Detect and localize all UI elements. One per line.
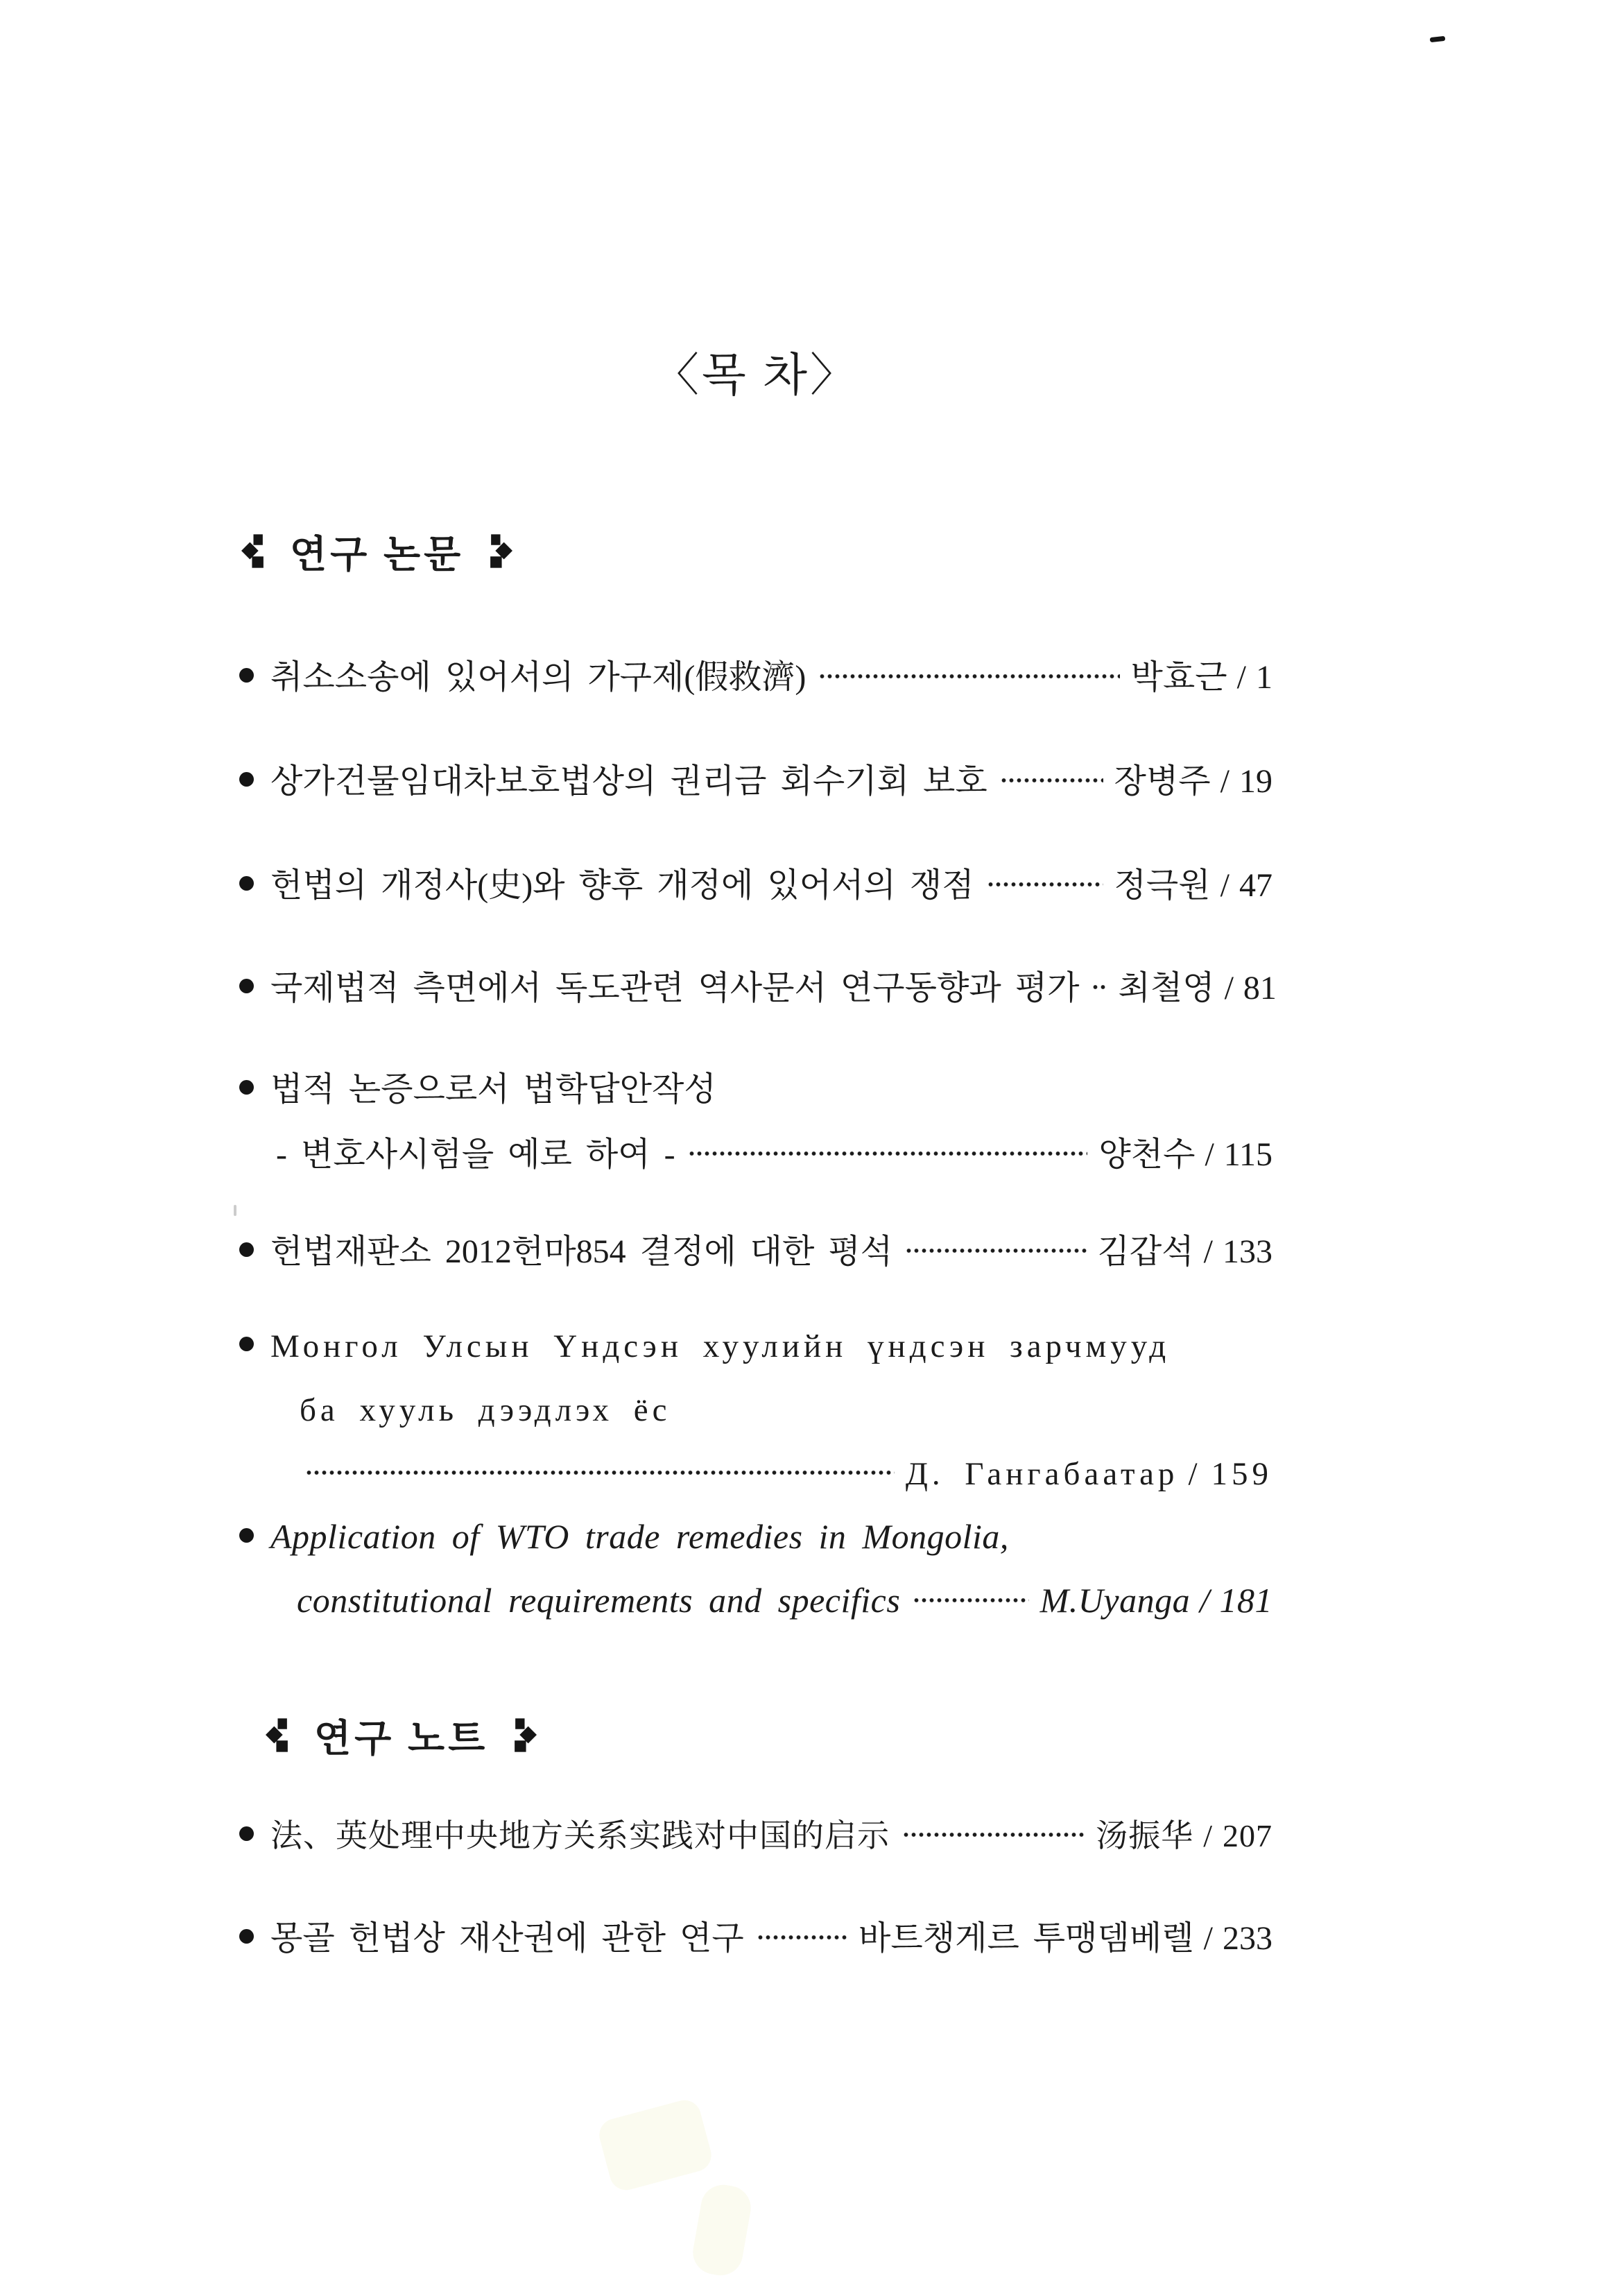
bullet-icon (239, 1528, 254, 1543)
entry-author: M.Uyanga (1039, 1581, 1191, 1620)
entry-title: 法、英处理中央地方关系实践对中国的启示 (270, 1818, 890, 1853)
toc-entry (239, 1515, 1272, 1558)
page-showthrough-mark (689, 2182, 754, 2279)
toc-entry (239, 760, 1272, 803)
toc-entry (239, 1815, 1272, 1858)
bullet-icon (239, 772, 254, 787)
entry-author: 장병주 (1114, 763, 1211, 800)
entry-separator: / (1200, 1581, 1210, 1620)
dot-leader (905, 1239, 1086, 1262)
entry-separator: / (1188, 1456, 1202, 1492)
dot-leader (1000, 769, 1103, 792)
entry-separator: / (1220, 867, 1230, 904)
bullet-icon (239, 668, 254, 683)
entry-title: 헌법재판소 2012헌마854 결정에 대한 평석 (270, 1233, 893, 1270)
dot-leader (987, 873, 1103, 896)
entry-title: Application of WTO trade remedies in Mongolia, (270, 1517, 1009, 1556)
dot-leader (913, 1588, 1028, 1612)
entry-page-number: 81 (1243, 970, 1277, 1006)
entry-separator: / (1203, 1233, 1213, 1270)
page-showthrough-mark (596, 2096, 715, 2193)
entry-page-number: 159 (1211, 1456, 1272, 1492)
bullet-icon (239, 876, 254, 891)
entry-title: 취소소송에 있어서의 가구제(假救濟) (270, 659, 806, 696)
entry-title: 국제법적 측면에서 독도관련 역사문서 연구동향과 평가 (270, 970, 1080, 1006)
corner-dash-mark (1430, 36, 1446, 42)
entry-author: 김갑석 (1097, 1233, 1194, 1270)
toc-entry (239, 656, 1272, 699)
entry-title: Монгол Улсын Үндсэн хуулийн үндсэн зарчмууд (270, 1328, 1171, 1364)
dot-leader (305, 1461, 895, 1484)
section-header-research-notes (266, 1708, 537, 1763)
toc-entry-continuation (304, 1453, 1272, 1496)
section-ornament-left-icon (266, 1717, 291, 1754)
bullet-icon (239, 1242, 254, 1257)
entry-subtitle: ба хууль дээдлэх ёс (300, 1392, 671, 1428)
bullet-icon (239, 1826, 254, 1841)
dot-leader (1092, 975, 1107, 999)
section-label: 연구 노트 (314, 1717, 489, 1760)
toc-entry (239, 967, 1277, 1010)
section-ornament-left-icon (241, 533, 266, 569)
entry-author: 최철영 (1118, 970, 1215, 1006)
entry-title: 몽골 헌법상 재산권에 관한 연구 (270, 1920, 744, 1957)
entry-page-number: 1 (1256, 659, 1272, 696)
scan-speck-mark (234, 1205, 236, 1216)
bullet-icon (239, 979, 254, 993)
toc-entry (239, 1325, 1272, 1368)
section-header-research-papers (241, 524, 512, 579)
entry-author: 양천수 (1098, 1136, 1196, 1173)
dot-leader (818, 665, 1119, 688)
section-ornament-right-icon (488, 533, 512, 569)
dot-leader (902, 1823, 1085, 1847)
dot-leader (757, 1926, 847, 1949)
bullet-icon (239, 1080, 254, 1095)
entry-separator: / (1236, 659, 1246, 696)
toc-entry (239, 1917, 1272, 1960)
entry-subtitle: - 변호사시험을 예로 하여 - (276, 1136, 675, 1173)
entry-title: 헌법의 개정사(史)와 향후 개정에 있어서의 쟁점 (270, 867, 974, 904)
toc-entry-continuation (297, 1579, 1272, 1622)
entry-page-number: 133 (1223, 1233, 1272, 1270)
entry-author: 바트챙게르 투맹뎀베렐 (858, 1920, 1194, 1957)
entry-page-number: 207 (1223, 1818, 1272, 1853)
entry-page-number: 47 (1239, 867, 1272, 904)
entry-author: 汤振华 (1096, 1818, 1194, 1853)
page-title: 〈목 차〉 (653, 350, 859, 401)
entry-separator: / (1205, 1136, 1214, 1173)
toc-entry (239, 1231, 1272, 1274)
entry-page-number: 233 (1223, 1920, 1272, 1957)
entry-separator: / (1203, 1920, 1213, 1957)
entry-separator: / (1220, 763, 1230, 800)
section-ornament-right-icon (512, 1717, 537, 1754)
entry-author: 박효근 (1130, 659, 1227, 696)
entry-page-number: 19 (1239, 763, 1272, 800)
toc-entry (239, 864, 1272, 907)
toc-entry-continuation (300, 1389, 1272, 1432)
dot-leader (688, 1142, 1088, 1165)
bullet-icon (239, 1337, 254, 1351)
section-label: 연구 논문 (290, 533, 465, 576)
entry-title: 상가건물임대차보호법상의 권리금 회수기회 보호 (270, 763, 987, 800)
entry-page-number: 115 (1223, 1136, 1272, 1173)
entry-author: 정극원 (1114, 867, 1211, 904)
entry-page-number: 181 (1219, 1581, 1272, 1620)
toc-entry (239, 1068, 1272, 1111)
entry-title: 법적 논증으로서 법학답안작성 (270, 1071, 716, 1108)
bullet-icon (239, 1929, 254, 1944)
entry-author: Д. Гангабаатар (905, 1456, 1179, 1492)
toc-entry-continuation (276, 1133, 1272, 1176)
entry-separator: / (1203, 1818, 1213, 1853)
entry-subtitle: constitutional requirements and specifics (297, 1581, 901, 1620)
entry-separator: / (1224, 970, 1234, 1006)
